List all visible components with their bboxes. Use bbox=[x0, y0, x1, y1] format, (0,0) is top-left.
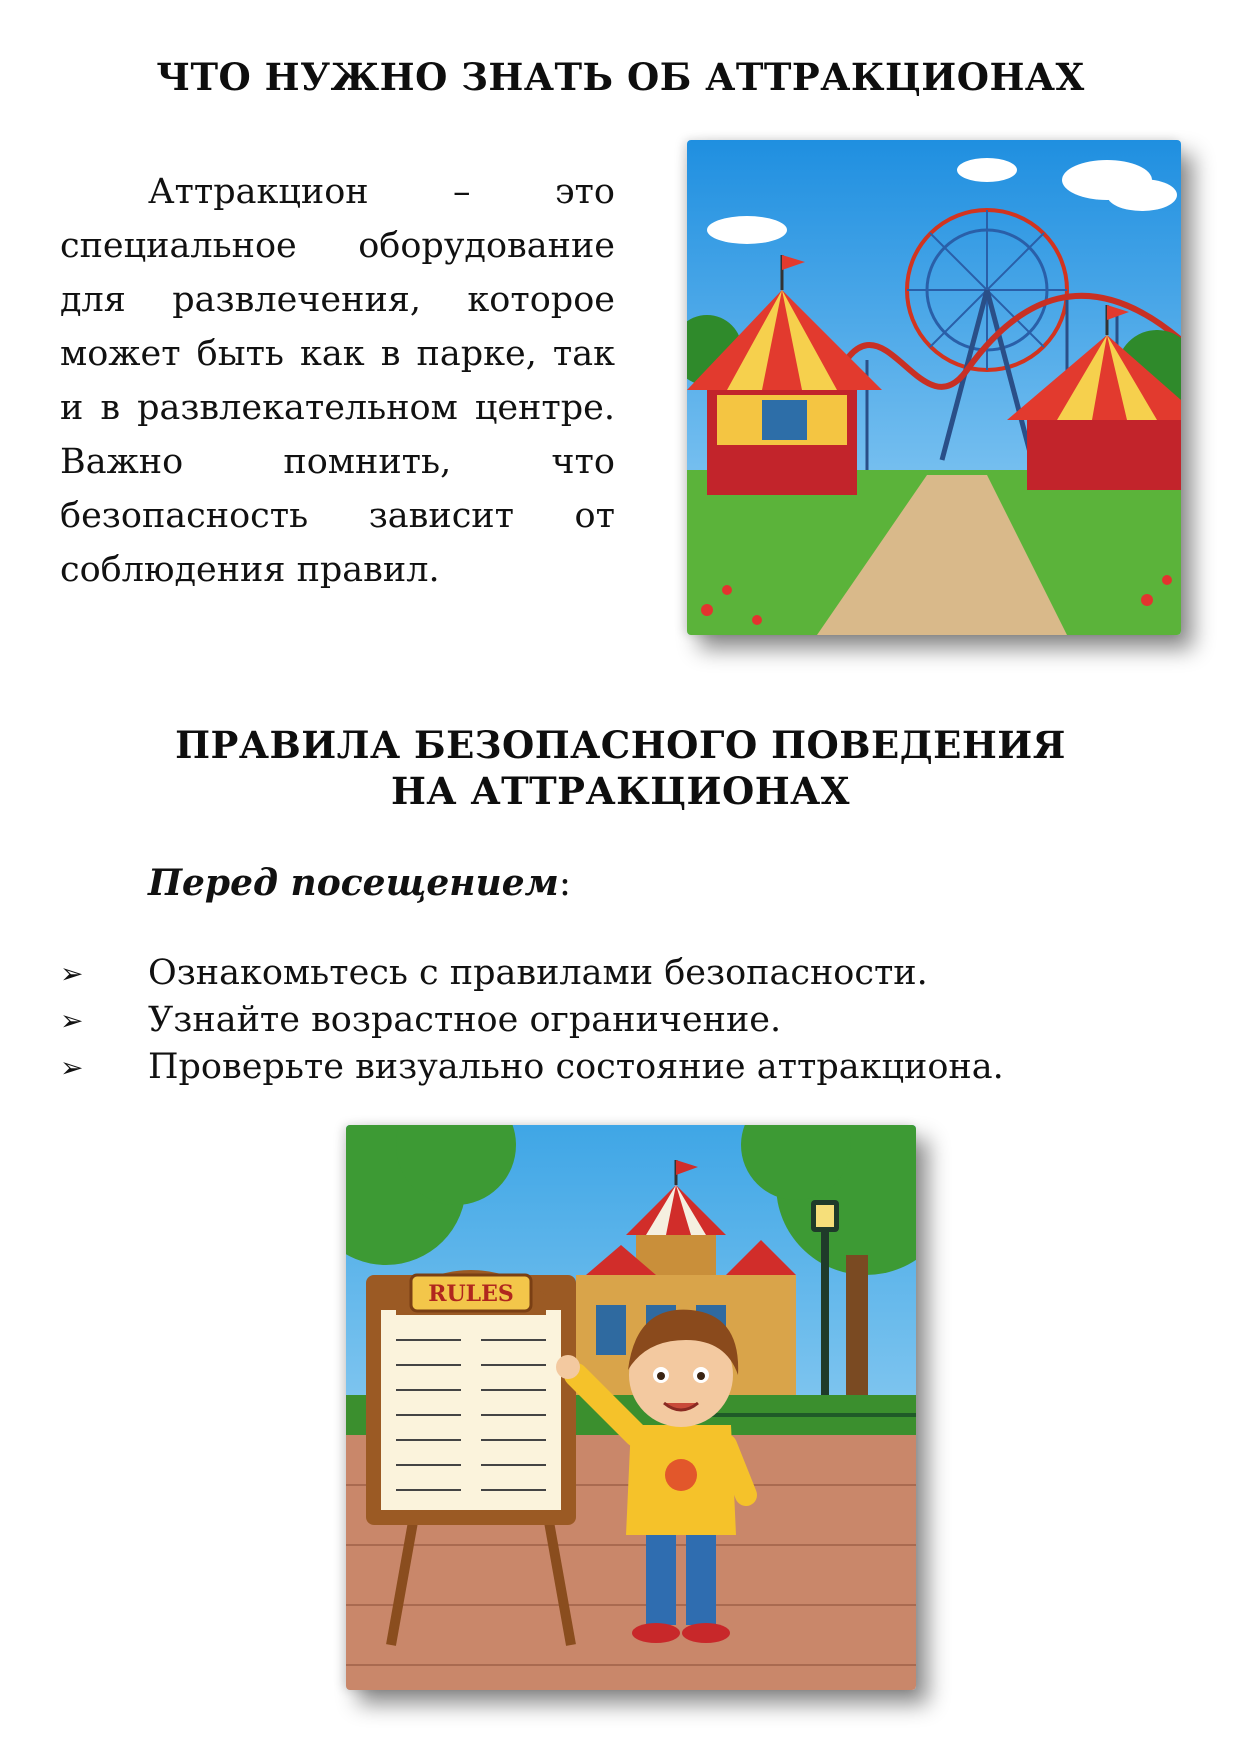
arrow-bullet-icon: ➢ bbox=[60, 957, 84, 990]
subheading-text: Перед посещением bbox=[148, 862, 559, 904]
arrow-bullet-icon: ➢ bbox=[60, 1051, 84, 1084]
subheading-colon: : bbox=[558, 863, 571, 904]
rules-board-boy-illustration bbox=[346, 1125, 916, 1690]
rules-title-line1: ПРАВИЛА БЕЗОПАСНОГО ПОВЕДЕНИЯ bbox=[175, 723, 1066, 767]
list-item-text: Узнайте возрастное ограничение. bbox=[148, 1000, 782, 1040]
amusement-park-illustration bbox=[687, 140, 1181, 635]
section-title-rules bbox=[0, 722, 1241, 814]
arrow-bullet-icon: ➢ bbox=[60, 1004, 84, 1037]
rules-sign-text: RULES bbox=[428, 1281, 514, 1307]
list-item-text: Проверьте визуально состояние аттракциона. bbox=[148, 1047, 1004, 1087]
rules-title-line2: НА АТТРАКЦИОНАХ bbox=[390, 769, 851, 813]
subheading-before-visit bbox=[148, 862, 571, 904]
list-item-text: Ознакомьтесь с правилами безопасности. bbox=[148, 953, 928, 993]
intro-paragraph: Аттракцион – это специальное оборудование для развлечения, которое может быть как в парке, так и в развлекательном центре. Важно помнить, что безопасность зависит от соблюдения правил. bbox=[60, 172, 615, 590]
section-title-attractions: ЧТО НУЖНО ЗНАТЬ ОБ АТТРАКЦИОНАХ bbox=[156, 55, 1085, 99]
